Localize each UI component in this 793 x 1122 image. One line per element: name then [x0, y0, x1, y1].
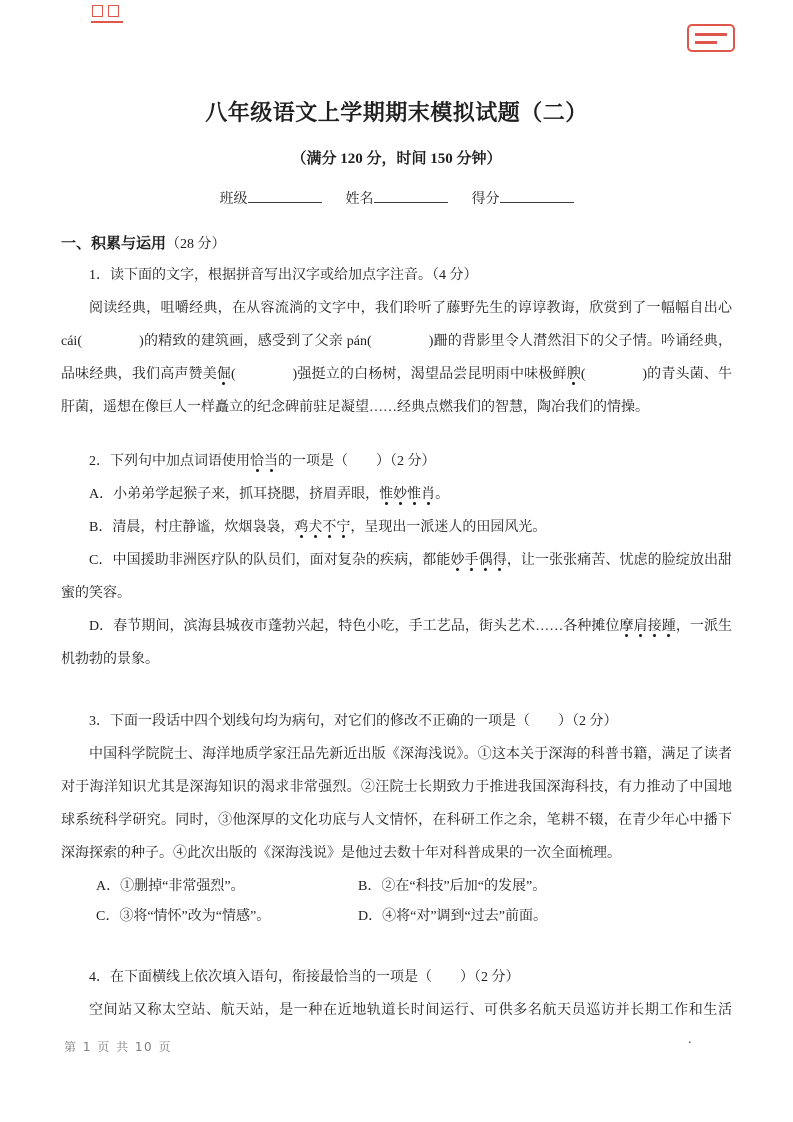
q3-options [61, 872, 732, 932]
score-blank [500, 189, 574, 203]
class-label: 班级 [219, 192, 248, 207]
page-number: 第 1 页 共 10 页 [64, 1040, 172, 1054]
exam-meta: （满分 120 分，时间 150 分钟） [291, 151, 502, 167]
q1-passage: 阅读经典，咀嚼经典，在从容流淌的文字中，我们聆听了藤野先生的谆谆教诲，欣赏到了一幅幅自出心 cái( )的精致的建筑画，感受到了父亲 pán( )跚的背影里令人潸然泪下的父子情。吟诵经典，品味经典，我们高声赞美倔( )强挺立的白杨树，渴望品尝昆明雨中味极鲜腴( )的青头菌、牛肝菌，遥想在像巨人一样矗立的纪念碑前驻足凝望……经典点燃我们的智慧，陶冶我们的情操。 [61, 301, 733, 415]
stamp-mark [695, 41, 717, 44]
student-fields [61, 188, 732, 208]
q2-option-a: A．小弟弟学起猴子来，抓耳挠腮，挤眉弄眼，惟妙惟肖。 [89, 487, 450, 502]
section-heading: 一、积累与运用 [61, 236, 167, 252]
q4-passage: 空间站又称太空站、航天站，是一种在近地轨道长时间运行、可供多名航天员巡访并长期工作和生活 [89, 1003, 732, 1018]
section-score: （28 分） [166, 237, 226, 252]
page-title: 八年级语文上学期期末模拟试题（二） [205, 100, 588, 125]
q3-passage: 中国科学院院士、海洋地质学家汪品先新近出版《深海浅说》。①这本关于深海的科普书籍，满足了读者对于海洋知识尤其是深海知识的渴求非常强烈。②汪院士长期致力于推进我国深海科技，有力推动了中国地球系统科学研究。同时，③他深厚的文化功底与人文情怀，在科研工作之余，笔耕不辍，在青少年心中播下深海探索的种子。④此次出版的《深海浅说》是他过去数十年对科普成果的一次全面梳理。 [61, 747, 732, 861]
q2-stem: 2．下列句中加点词语使用恰当的一项是（ ）（2 分） [89, 454, 436, 469]
q2-option-d: D．春节期间，滨海县城夜市蓬勃兴起，特色小吃，手工艺品，街头艺术……各种摊位摩肩接踵，一派生机勃勃的景象。 [61, 619, 733, 667]
name-field [346, 188, 448, 208]
q2-option-b: B．清晨，村庄静谧，炊烟袅袅，鸡犬不宁，呈现出一派迷人的田园风光。 [89, 520, 547, 535]
q3-option-a: A．①删掉“非常强烈”。 [96, 879, 245, 894]
q3-option-b: B．②在“科技”后加“的发展”。 [358, 879, 547, 894]
q4-stem: 4．在下面横线上依次填入语句，衔接最恰当的一项是（ ）（2 分） [89, 970, 520, 985]
section-heading-row [61, 232, 732, 253]
watermark-glyph [92, 5, 103, 17]
watermark-stamp [687, 24, 735, 52]
q3-option-d: D．④将“对”调到“过去”前面。 [358, 909, 547, 924]
q2-option-c: C．中国援助非洲医疗队的队员们，面对复杂的疾病，都能妙手偶得，让一张张痛苦、忧虑的脸绽放出甜蜜的笑容。 [61, 553, 733, 601]
q1-stem: 1．读下面的文字，根据拼音写出汉字或给加点字注音。（4 分） [89, 268, 478, 283]
watermark-underline [91, 21, 123, 23]
q3-option-c: C．③将“情怀”改为“情感”。 [96, 909, 271, 924]
class-blank [248, 189, 322, 203]
watermark-logo [90, 5, 130, 26]
stray-dot: . [688, 1032, 692, 1047]
score-label: 得分 [471, 192, 500, 207]
stamp-mark [695, 33, 727, 36]
name-label: 姓名 [345, 192, 374, 207]
watermark-glyph [108, 5, 119, 17]
name-blank [374, 189, 448, 203]
class-field [220, 188, 322, 208]
score-field [472, 188, 574, 208]
q3-stem: 3．下面一段话中四个划线句均为病句，对它们的修改不正确的一项是（ ）（2 分） [89, 714, 618, 729]
